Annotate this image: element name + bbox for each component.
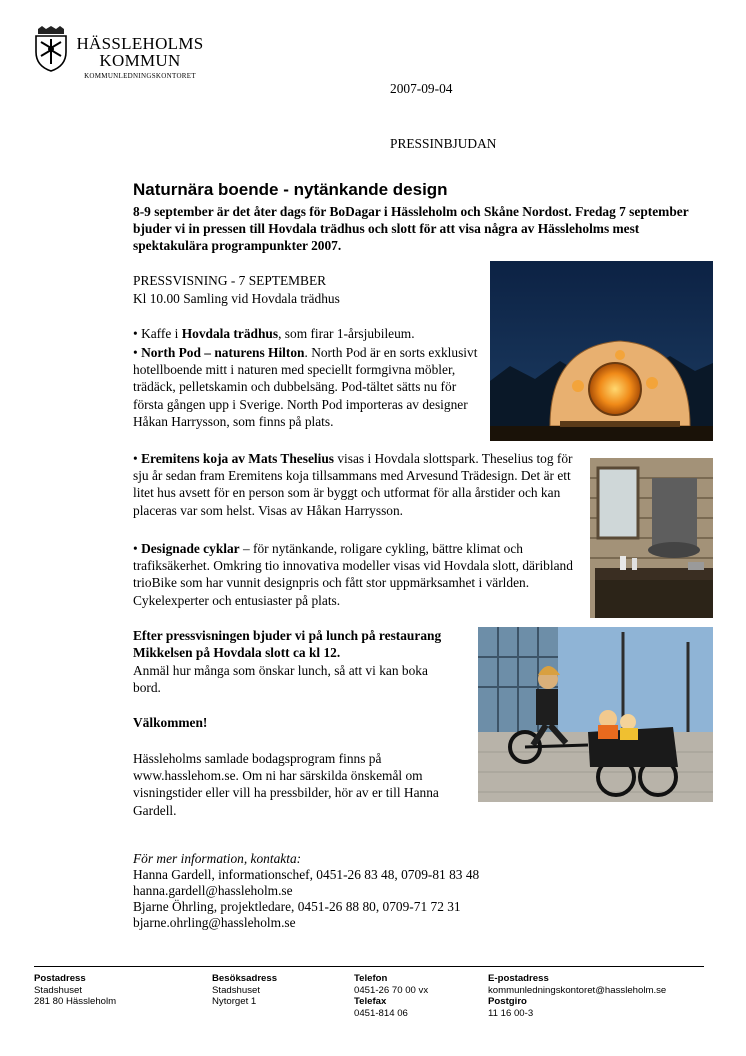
coat-of-arms-icon — [34, 26, 68, 72]
bullet-icon: • — [133, 451, 138, 466]
org-name-line2: KOMMUN — [99, 51, 181, 70]
press-viewing-heading: PRESSVISNING - 7 SEPTEMBER — [133, 273, 327, 288]
footer-telefon: Telefon 0451-26 70 00 vx Telefax 0451-814 06 — [354, 973, 429, 1019]
contact-email[interactable]: bjarne.ohrling@hassleholm.se — [133, 915, 296, 930]
north-pod-photo — [490, 261, 713, 441]
meeting-time: Kl 10.00 Samling vid Hovdala trädhus — [133, 291, 340, 306]
contact-heading: För mer information, kontakta: — [133, 851, 302, 866]
footer-divider — [34, 966, 704, 967]
contact-email[interactable]: hanna.gardell@hassleholm.se — [133, 883, 293, 898]
contact-line: Hanna Gardell, informationschef, 0451-26 83 48, 0709-81 83 48 — [133, 867, 480, 882]
bullet-icon: • — [133, 345, 138, 360]
bullet-icon: • — [133, 541, 138, 556]
municipal-logo — [34, 26, 214, 82]
triobike-photo — [478, 627, 713, 802]
list-item: • Eremitens koja av Mats Theselius visas i Hovdala slottspark. Theselius tog för sju år sedan fram Eremitens koja tillsammans med Arvesund Trädesign. Det är ett litet hus avsett för en person som är byggt och utformat för alla årstider och kan placeras var som helst. Visas av Håkan Harrysson. — [133, 451, 573, 518]
list-item: • Designade cyklar – för nytänkande, roligare cykling, bättre klimat och trafiksäkerhet. Omkring tio innovativa modeller visas vid Hovdala slott, däribland trioBike som har vunnit designpris och fått stor uppmärksamhet i världen. Cykelexperter och entusiaster på plats. — [133, 541, 573, 608]
list-item: • Kaffe i Hovdala trädhus, som firar 1-årsjubileum. — [133, 326, 415, 341]
document-type: PRESSINBJUDAN — [390, 136, 497, 151]
list-item: • North Pod – naturens Hilton. North Pod är en sorts exklusivt hotellboende mitt i naturen med speciellt formgivna möbler, trädäck, pelletskamin och dubbelsäng. Pod-tältet sätts nu för första gången upp i Sverige. North Pod importeras av designer Håkan Harrysson, som finns på plats. — [133, 345, 478, 429]
org-name-line1: HÄSSLEHOLMS — [76, 34, 204, 53]
contact-line: Bjarne Öhrling, projektledare, 0451-26 88 80, 0709-71 72 31 — [133, 899, 461, 914]
lunch-invitation: Efter pressvisningen bjuder vi på lunch på restaurang Mikkelsen på Hovdala slott ca kl 12. — [133, 628, 442, 661]
welcome-text: Välkommen! — [133, 715, 208, 730]
footer-epost: E-postadress kommunledningskontoret@hassleholm.se Postgiro 11 16 00-3 — [488, 973, 667, 1019]
program-info: Hässleholms samlade bodagsprogram finns på www.hasslehom.se. Om ni har särskilda önskemål om visningstider eller vill ha pressbilder, hör av er till Hanna Gardell. — [133, 751, 439, 818]
lunch-registration: Anmäl hur många som önskar lunch, så att vi kan boka bord. — [133, 663, 428, 696]
footer-email[interactable]: kommunledningskontoret@hassleholm.se — [488, 984, 667, 996]
page-title: Naturnära boende - nytänkande design — [133, 180, 448, 199]
footer-postadress: Postadress Stadshuset 281 80 Hässleholm — [34, 973, 117, 1007]
lead-paragraph: 8-9 september är det åter dags för BoDagar i Hässleholm och Skåne Nordost. Fredag 7 september bjuder vi in pressen till Hovdala trädhus och slott för att visa några av Hässleholms mest spektakulära programpunkter 2007. — [133, 204, 689, 254]
footer-besoksadress: Besöksadress Stadshuset Nytorget 1 — [212, 973, 278, 1007]
org-name-line3: KOMMUNLEDNINGSKONTORET — [84, 72, 196, 80]
document-date: 2007-09-04 — [390, 81, 453, 96]
bullet-icon: • — [133, 326, 138, 341]
eremitens-koja-photo — [590, 458, 713, 618]
